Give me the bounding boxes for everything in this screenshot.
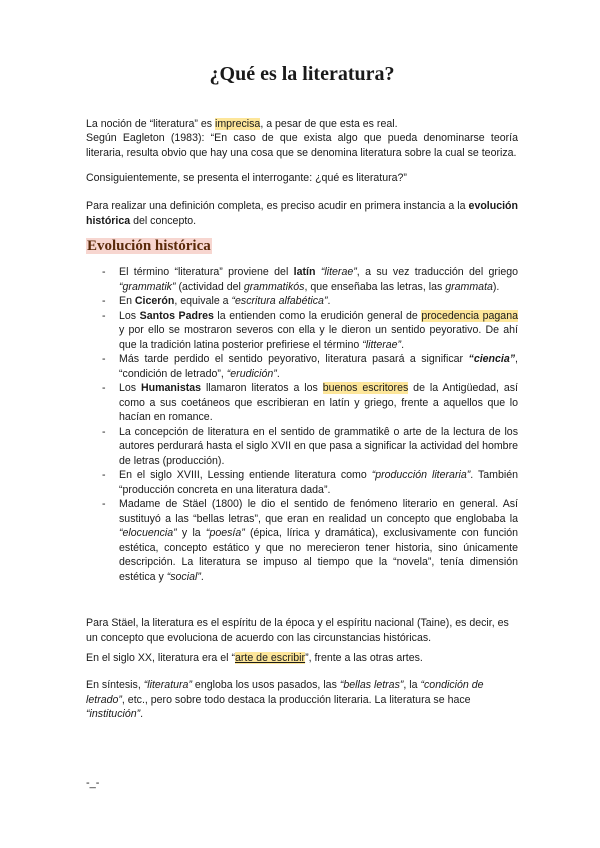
bold-text: latín [293,266,316,278]
text: engloba los usos pasados, las [191,679,340,691]
highlight: buenos escritores [322,382,409,394]
text: , que enseñaba las letras, las [304,280,446,293]
text: En [119,295,135,307]
text: la entienden como la erudición general de [213,309,422,322]
text: ”, frente a las otras artes. [305,652,423,664]
text: ). [492,280,500,293]
text: Para realizar una definición completa, es preciso acudir en primera instancia a la [86,200,469,212]
text: . [276,367,280,380]
bold-text: Cicerón [134,295,175,307]
text: de la Antigüedad, así como a sus coetáneos que escribieran en latín y griego, frente a aquellos que lo hacían en romance. [119,382,518,423]
text: El término “literatura” proviene del [119,266,294,278]
italic-text: “escritura alfabética” [231,295,328,307]
list-item [86,309,518,353]
text: La noción de “literatura” es [86,118,215,130]
italic-text: “poesía” [205,527,245,539]
bold-text: Humanistas [140,382,202,394]
list-item [86,468,518,497]
text: , a pesar de que esta es real. [260,118,398,130]
text: (épica, lírica y dramática), exclusivamente con función estética, concepto estático y que no merecieron tener historia, sino únicamente descripción. La literatura se impuso al tiempo que la “novela”, tenía dimensión estética y [119,527,519,583]
list-item [86,352,518,381]
list-item [86,381,518,425]
highlight: arte de escribir [234,652,306,664]
text: . [140,708,144,720]
bold-text: Santos Padres [139,309,214,322]
bold-italic-text: “ciencia” [468,353,516,365]
text: y por ello se mostraron severos con ella y le dieron un sentido peyorativo. De ahí que la tradición latina posterior prefiriese el término [119,324,518,351]
italic-text: “social” [166,570,201,583]
bullet-dash: - [102,425,106,438]
italic-text: “litterae” [362,338,402,351]
text: . [327,295,331,307]
text: En síntesis, [86,679,144,691]
bullet-dash: - [102,469,106,481]
bullet-dash: - [102,295,106,307]
paragraph-siglo-xx [86,651,518,666]
bullet-dash: - [102,309,106,322]
text: , etc., pero sobre todo destaca la producción literaria. La literatura se hace [121,693,471,706]
footer-mark: -_- [86,777,100,789]
italic-text: “literatura” [143,679,192,691]
italic-text: “producción literaria” [371,469,471,481]
list-item [86,294,518,309]
text: (actividad del [175,280,244,293]
text: , “condición de letrado”, [119,353,518,380]
italic-text: “elocuencia” [119,527,177,539]
text: y la [176,527,206,539]
history-list [86,265,518,584]
page-title: ¿Qué es la literatura? [209,63,395,85]
list-item [86,425,518,469]
text: Madame de Stäel (1800) le dio el sentido de fenómeno literario en general. Así sustituyó a las “bellas letras”, que eran en realidad un concepto que englobaba la [119,498,518,525]
intro-paragraph-2: Según Eagleton (1983): “En caso de que exista algo que pueda denominarse teoría literaria, resulta obvio que hay una cosa que se denomina literatura sobre la cual se teoriza. [86,132,518,159]
highlight: procedencia pagana [421,309,518,322]
highlight: imprecisa [214,118,261,130]
section-heading-text: Evolución histórica [87,238,211,254]
bullet-dash: - [102,353,106,365]
section-heading [86,236,212,256]
paragraph-stael: Para Stäel, la literatura es el espíritu de la época y el espíritu nacional (Taine), es decir, es un concepto que evoluciona de acuerdo con las circunstancias históricas. [86,617,509,644]
text: . [200,570,204,583]
text: Más tarde perdido el sentido peyorativo, literatura pasará a significar [119,353,469,365]
list-item [86,265,518,294]
italic-text: grammatikós [243,280,305,293]
text: . También “producción concreta en una literatura dada”. [119,469,518,496]
text: En el siglo XVIII, Lessing entiende literatura como [119,469,372,481]
italic-text: “bellas letras” [339,679,404,691]
bullet-dash: - [102,498,106,510]
intro-paragraph-1 [86,117,518,132]
italic-text: “grammatik” [119,280,176,293]
text: Los [119,382,141,394]
text: , equivale a [174,295,232,307]
text: En el siglo XX, literatura era el “ [86,652,235,664]
text: , a su vez traducción del griego [356,266,518,278]
italic-text: “condición de letrado” [86,679,484,706]
text: llamaron literatos a los [201,382,323,394]
bold-text: evolución histórica [86,200,518,227]
italic-text: “literae” [320,266,357,278]
italic-text: “erudición” [226,367,277,380]
intro-paragraph-4 [86,199,518,228]
text: Los [119,309,140,322]
list-item [86,497,518,584]
bullet-dash: - [102,266,106,278]
intro-paragraph-3: Consiguientemente, se presenta el interrogante: ¿qué es literatura?” [86,172,407,184]
italic-text: grammata [445,280,493,293]
text: , la [403,679,421,691]
italic-text: “institución” [86,708,141,720]
paragraph-sintesis [86,678,518,722]
text: . [401,338,405,351]
text: del concepto. [130,214,197,227]
bullet-dash: - [102,382,106,394]
text: La concepción de literatura en el sentido de grammatikê o arte de la lectura de los autores perdurará hasta el siglo XVII en que pasa a significar la actividad del hombre de letras (producción). [119,425,518,467]
